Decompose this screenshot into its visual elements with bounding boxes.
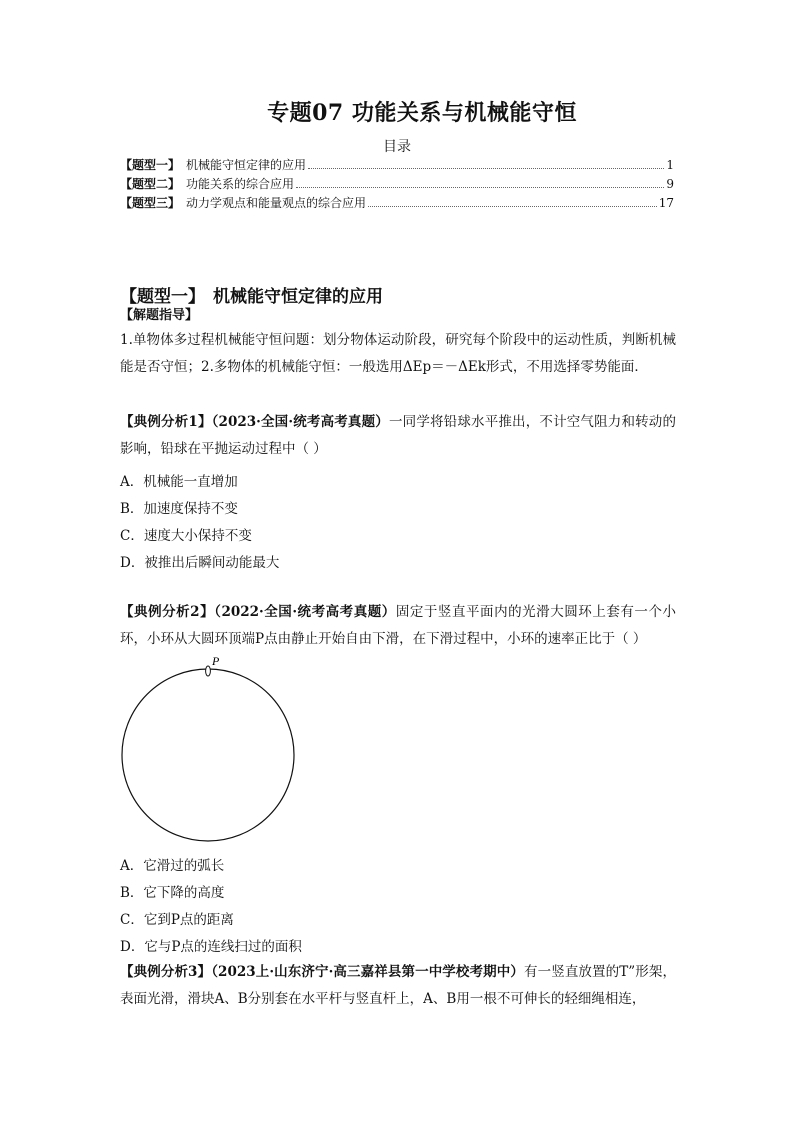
example-2-stem [120, 599, 676, 653]
toc-entry-tag: 【题型一】 [120, 158, 181, 172]
example-3-stem [120, 959, 676, 1013]
table-of-contents [120, 156, 674, 213]
toc-entry-name: 功能关系的综合应用 [186, 177, 295, 191]
option-d: D．被推出后瞬间动能最大 [120, 555, 280, 571]
page-title: 专题07 功能关系与机械能守恒 [267, 100, 577, 126]
toc-entry[interactable] [120, 156, 674, 175]
toc-entry-page: 17 [658, 196, 674, 210]
example-label: 【典例分析2】 [120, 604, 215, 620]
option-c: C．速度大小保持不变 [120, 528, 252, 544]
toc-entry-name: 动力学观点和能量观点的综合应用 [186, 196, 367, 210]
option-b: B．它下降的高度 [120, 885, 225, 901]
guide-label: 【解题指导】 [120, 308, 199, 323]
example-label: 【典例分析1】 [120, 414, 212, 430]
example-question: 一同学将铅球水平推出，不计空气阻力和转动的影响，铅球在平抛运动过程中（ ） [120, 414, 676, 457]
option-a: A．机械能一直增加 [120, 474, 238, 490]
toc-entry[interactable] [120, 194, 674, 213]
example-source: （2022·全国·统考高考真题） [214, 604, 396, 620]
example-question: 固定于竖直平面内的光滑大圆环上套有一个小环，小环从大圆环顶端P点由静止开始自由下滑，在下滑过程中，小环的速率正比于（ ） [120, 604, 676, 647]
section-name: 机械能守恒定律的应用 [213, 287, 383, 307]
guide-text: 1.单物体多过程机械能守恒问题：划分物体运动阶段，研究每个阶段中的运动性质，判断机械能是否守恒；2.多物体的机械能守恒：一般选用ΔEp＝－ΔEk形式，不用选择零势能面． [120, 332, 676, 375]
large-ring [122, 669, 294, 841]
point-p-label: P [212, 654, 220, 668]
example-source: （2023·全国·统考高考真题） [211, 414, 389, 430]
option-a: A．它滑过的弧长 [120, 858, 225, 874]
toc-leader-dots [308, 167, 664, 169]
example-1-stem [120, 409, 676, 463]
toc-entry-tag: 【题型三】 [120, 196, 181, 210]
toc-leader-dots [296, 186, 664, 188]
ring-figure [112, 652, 312, 848]
example-source: （2023上·山东济宁·高三嘉祥县第一中学校考期中） [211, 964, 524, 980]
option-c: C．它到P点的距离 [120, 912, 234, 928]
toc-entry[interactable] [120, 175, 674, 194]
example-question: 有一竖直放置的T”形架，表面光滑，滑块A、B分别套在水平杆与竖直杆上，A、B用一根不可伸长的轻细绳相连， [120, 964, 677, 1007]
toc-leader-dots [368, 205, 657, 207]
option-d: D．它与P点的连线扫过的面积 [120, 939, 302, 955]
small-ring [206, 666, 211, 676]
toc-entry-name: 机械能守恒定律的应用 [186, 158, 307, 172]
section-tag: 【题型一】 [120, 287, 205, 307]
example-label: 【典例分析3】 [120, 964, 212, 980]
toc-entry-tag: 【题型二】 [120, 177, 181, 191]
option-b: B．加速度保持不变 [120, 501, 238, 517]
toc-heading: 目录 [383, 139, 411, 155]
toc-entry-page: 9 [666, 177, 674, 191]
toc-entry-page: 1 [666, 158, 674, 172]
